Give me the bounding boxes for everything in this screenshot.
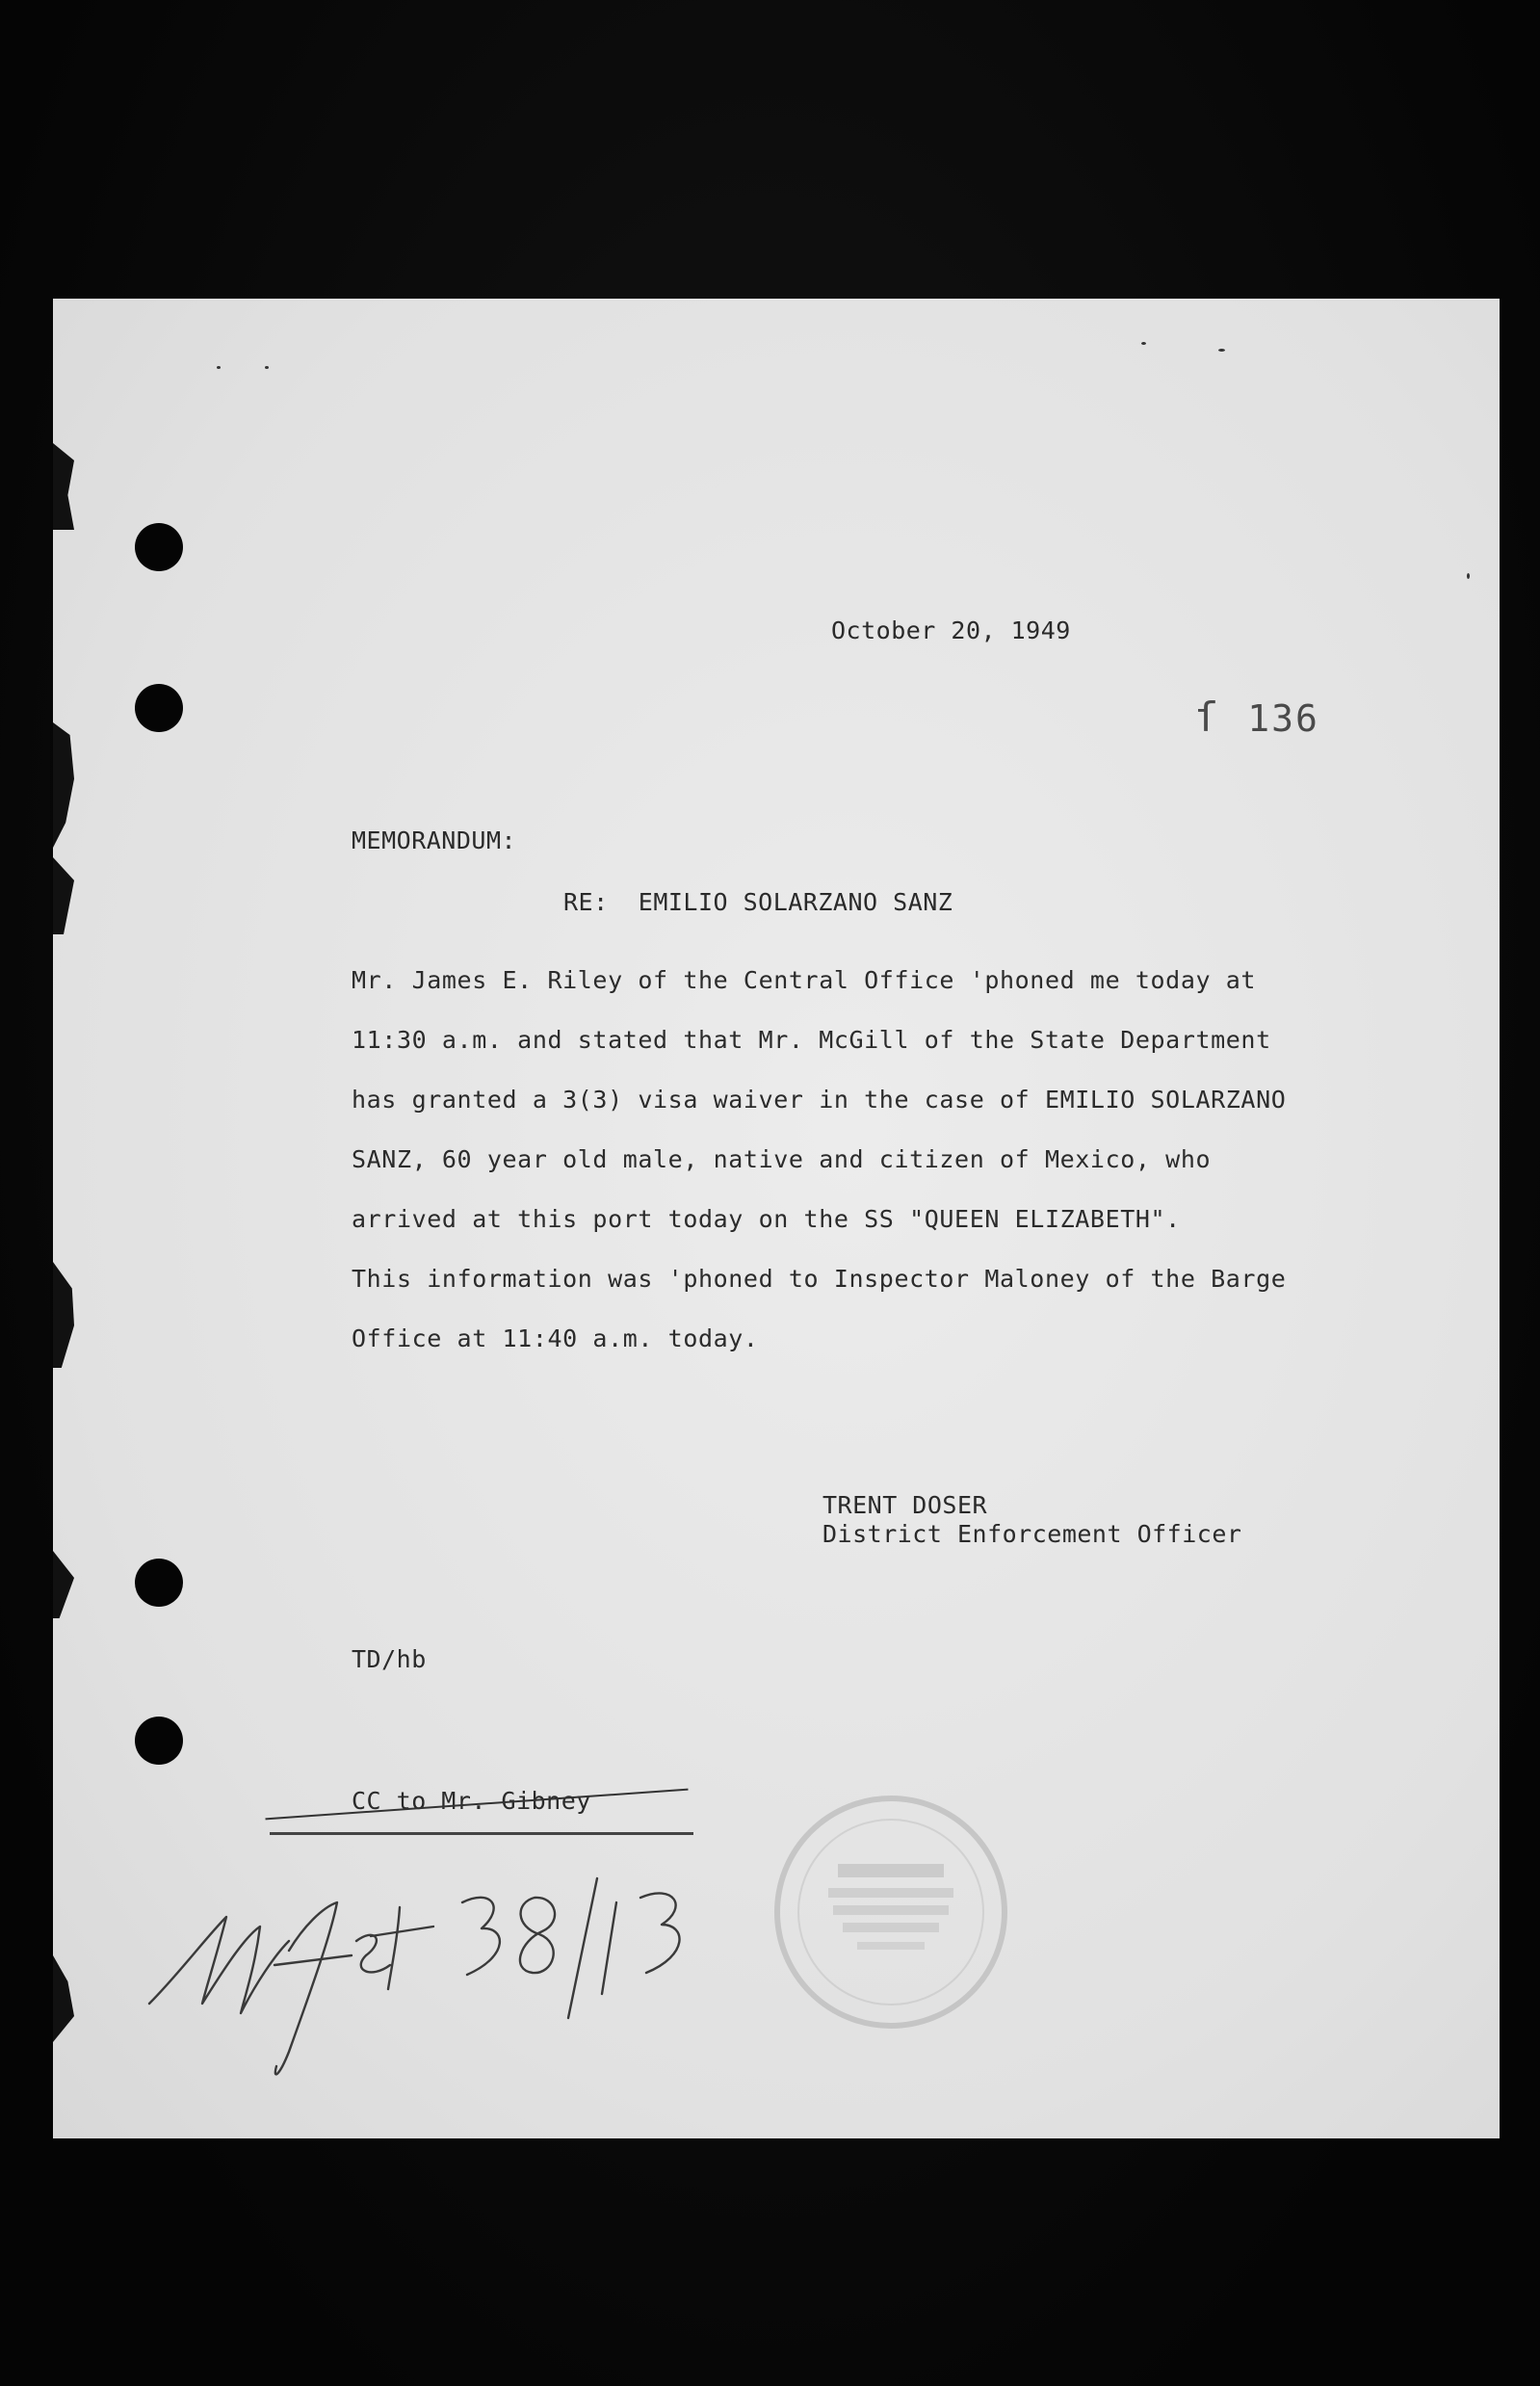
signer-name: TRENT DOSER: [822, 1491, 988, 1519]
handwritten-manifest-note: [111, 1859, 727, 2081]
torn-edge: [53, 722, 74, 848]
paper-speck: [265, 366, 269, 369]
typist-initials: TD/hb: [352, 1645, 427, 1673]
paper-speck: [1467, 573, 1470, 579]
torn-edge: [53, 857, 74, 934]
file-number: [1194, 694, 1319, 741]
re-label: RE:: [563, 888, 609, 916]
punch-hole: [135, 684, 183, 732]
body-line: arrived at this port today on the SS "QUEEN ELIZABETH".: [352, 1205, 1181, 1233]
body-line: Mr. James E. Riley of the Central Office 'phoned me today at: [352, 966, 1257, 994]
paper-speck: [217, 366, 221, 369]
cc-underline: [270, 1832, 693, 1835]
body-line: This information was 'phoned to Inspector Maloney of the Barge: [352, 1265, 1287, 1293]
punch-hole: [135, 1717, 183, 1765]
punch-hole: [135, 1559, 183, 1607]
body-line: has granted a 3(3) visa waiver in the case of EMILIO SOLARZANO: [352, 1086, 1287, 1114]
cc-line: CC to Mr. Gibney: [352, 1787, 591, 1815]
body-line: Office at 11:40 a.m. today.: [352, 1324, 759, 1352]
re-subject: EMILIO SOLARZANO SANZ: [638, 888, 953, 916]
torn-edge: [53, 443, 74, 530]
memo-heading: MEMORANDUM:: [352, 826, 517, 854]
file-number-value: 136: [1247, 697, 1319, 740]
paper-speck: [1218, 349, 1225, 352]
memo-date: October 20, 1949: [831, 616, 1071, 644]
torn-edge: [53, 1262, 74, 1368]
punch-hole: [135, 523, 183, 571]
body-line: SANZ, 60 year old male, native and citizen of Mexico, who: [352, 1145, 1212, 1173]
re-line: [563, 888, 953, 916]
memo-page: [53, 299, 1500, 2138]
paper-speck: [1141, 342, 1146, 345]
body-line: 11:30 a.m. and stated that Mr. McGill of the State Department: [352, 1026, 1271, 1054]
torn-edge: [53, 1955, 74, 2042]
receipt-stamp: [761, 1782, 1021, 2042]
file-number-mark: ſ: [1194, 694, 1221, 741]
torn-edge: [53, 1551, 74, 1618]
signer-title: District Enforcement Officer: [822, 1520, 1242, 1548]
